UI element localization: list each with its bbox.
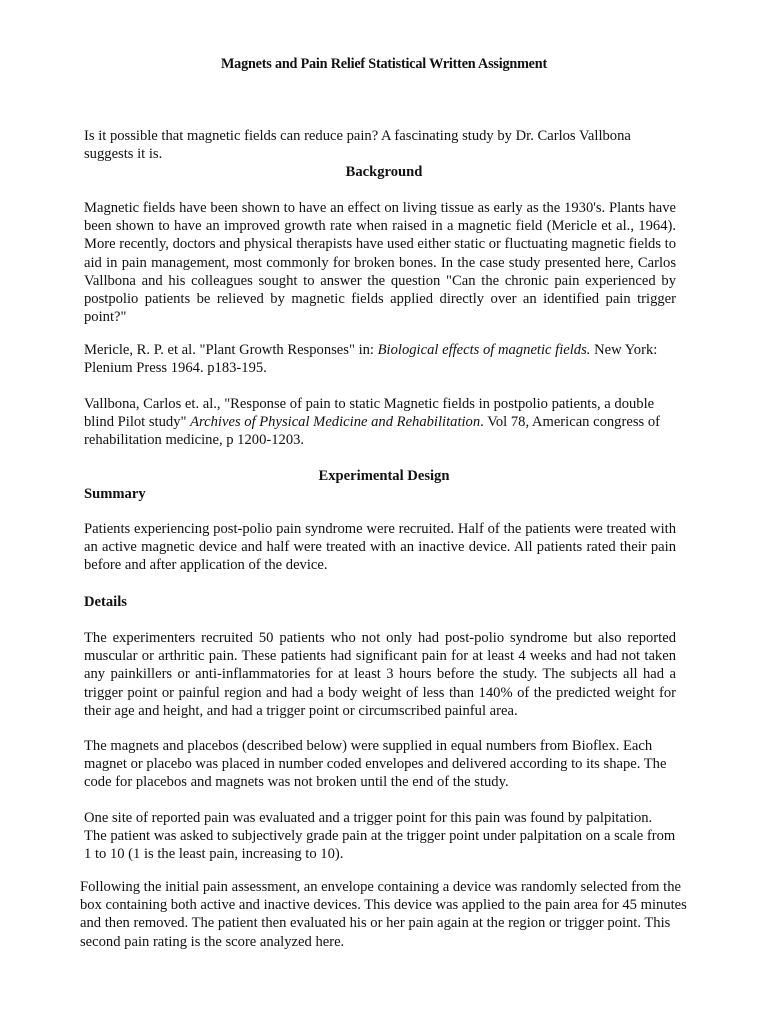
intro-paragraph: [84, 127, 676, 163]
reference-mericle-text: Mericle, R. P. et al. "Plant Growth Responses" in:: [84, 342, 378, 358]
intro-line-1: Is it possible that magnetic fields can reduce pain? A fascinating study by Dr. Carlos Vallbona: [84, 128, 631, 144]
reference-mericle-source: Biological effects of magnetic fields.: [377, 342, 591, 358]
experimental-design-heading: Experimental Design: [318, 468, 450, 484]
document-title: Magnets and Pain Relief Statistical Written Assignment: [220, 56, 547, 72]
details-heading: Details: [84, 594, 127, 610]
background-paragraph: Magnetic fields have been shown to have an effect on living tissue as early as the 1930's. Plants have been shown to have an improved growth rate when raised in a magnetic field (Mericle et al., 1964). More recently, doctors and physical therapists have used either static or fluctuating magnetic fields to aid in pain management, most commonly for broken bones. In the case study presented here, Carlos Vallbona and his colleagues sought to answer the question "Can the chronic pain experienced by postpolio patients be relieved by magnetic fields applied directly over an identified pain trigger point?": [84, 200, 676, 326]
reference-vallbona: [84, 395, 676, 450]
details-paragraph: The experimenters recruited 50 patients who not only had post-polio syndrome but also reported muscular or arthritic pain. These patients had significant pain for at least 4 weeks and had not taken any painkillers or anti-inflammatories for at least 3 hours before the study. The subjects all had a trigger point or painful region and had a body weight of less than 140% of the predicted weight for their age and height, and had a trigger point or circumscribed painful area.: [84, 630, 676, 719]
summary-paragraph: Patients experiencing post-polio pain syndrome were recruited. Half of the patients were treated with an active magnetic device and half were treated with an inactive device. All patients rated their pain before and after application of the device.: [84, 521, 676, 574]
details-paragraph: Following the initial pain assessment, an envelope containing a device was randomly selected from the box containing both active and inactive devices. This device was applied to the pain area for 45 minutes and then removed. The patient then evaluated his or her pain again at the region or trigger point. This second pain rating is the score analyzed here.: [80, 879, 687, 950]
summary-heading: Summary: [84, 486, 146, 502]
details-paragraph: The magnets and placebos (described below) were supplied in equal numbers from Bioflex. Each magnet or placebo was placed in number coded envelopes and delivered according to its shape. The code for placebos and magnets was not broken until the end of the study.: [84, 738, 667, 791]
background-heading: Background: [345, 164, 423, 180]
details-paragraph: One site of reported pain was evaluated and a trigger point for this pain was found by palpitation. The patient was asked to subjectively grade pain at the trigger point under palpitation on a scale from 1 to 10 (1 is the least pain, increasing to 10).: [84, 810, 676, 863]
reference-mericle: [84, 341, 664, 377]
reference-mericle-pub: New York: Plenium Press 1964. p183-195.: [84, 342, 658, 377]
reference-vallbona-text: Vallbona, Carlos et. al., "Response of pain to static Magnetic fields in postpolio patients, a double blind Pilot study": [84, 396, 655, 431]
reference-vallbona-source: Archives of Physical Medicine and Rehabilitation: [190, 414, 481, 431]
intro-line-2: suggests it is.: [84, 146, 163, 163]
reference-vallbona-pub: . Vol 78, American congress of rehabilitation medicine, p 1200-1203.: [84, 414, 660, 449]
